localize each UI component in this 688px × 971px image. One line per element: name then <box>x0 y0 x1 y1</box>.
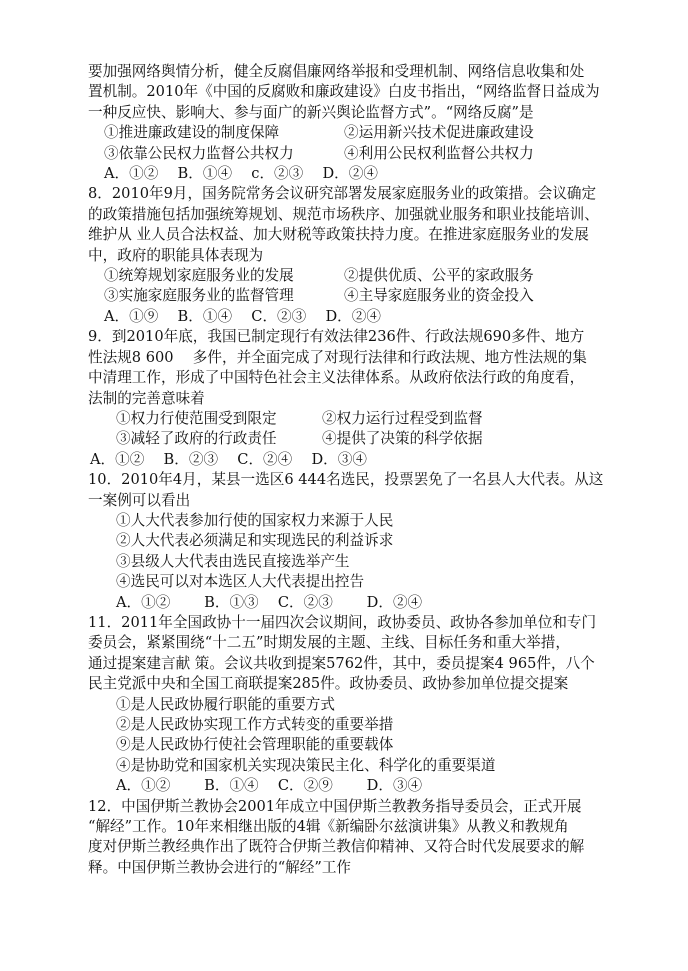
question-text-line: 法制的完善意味着 <box>88 389 205 407</box>
question-text-line: 中，政府的职能具体表现为 <box>88 246 264 264</box>
statement-item: ④利用公民权利监督公共权力 <box>344 144 534 162</box>
statement-item: ④是协助党和国家机关实现决策民主化、科学化的重要渠道 <box>116 756 496 774</box>
statement-item: ②提供优质、公平的家政服务 <box>344 267 534 285</box>
statement-item: ③实施家庭服务业的监督管理 <box>104 287 294 305</box>
statement-item: ②是人民政协实现工作方式转变的重要举措 <box>116 716 394 733</box>
statement-item: ③减轻了政府的行政责任 <box>116 430 277 448</box>
answer-options: A．①② B．②③ C．②④ D．③④ <box>90 450 367 468</box>
question-8 <box>88 184 630 327</box>
answer-options: A．①② B．①④ c．②③ D．②④ <box>104 165 378 183</box>
question-text-line: 要加强网络舆情分析，健全反腐倡廉网络举报和受理机制、网络信息收集和处 <box>88 63 585 80</box>
question-text-line: 一种反应快、影响大、参与面广的新兴舆论监督方式”。“网络反腐”是 <box>88 103 534 121</box>
statement-item: ⑨是人民政协行使社会管理职能的重要载体 <box>116 736 394 754</box>
question-text-line: 民主党派中央和全国工商联提案285件。政协委员、政协参加单位提交提案 <box>88 675 569 693</box>
question-text-line: 11．2011年全国政协十一届四次会议期间，政协委员、政协各参加单位和专门 <box>88 613 597 631</box>
question-text-line: 维护从 业人员合法权益、加大财税等政策扶持力度。在推进家庭服务业的发展 <box>88 226 589 244</box>
question-9 <box>88 327 630 470</box>
question-text-line: 10．2010年4月，某县一选区6 444名选民，投票罢免了一名县人大代表。从这 <box>88 471 604 489</box>
statement-item: ②权力运行过程受到监督 <box>322 409 483 427</box>
statement-item: ②运用新兴技术促进廉政建设 <box>344 124 534 142</box>
question-text-line: 释。中国伊斯兰教协会进行的“解经”工作 <box>88 858 352 876</box>
question-text-line: 中清理工作，形成了中国特色社会主义法律体系。从政府依法行政的角度看， <box>88 369 585 387</box>
statement-item: ③县级人大代表由选民直接选举产生 <box>116 552 350 570</box>
statement-row <box>88 123 630 143</box>
question-7-tail <box>88 62 630 184</box>
answer-options: A．①② B．①④ C．②⑨ D．③④ <box>116 777 423 795</box>
statement-item: ①推进廉政建设的制度保障 <box>104 124 280 142</box>
question-text-line: 12．中国伊斯兰教协会2001年成立中国伊斯兰教教务指导委员会，正式开展 <box>88 797 582 815</box>
statement-item: ②人大代表必须满足和实现选民的利益诉求 <box>116 532 394 550</box>
statement-row <box>88 286 630 306</box>
question-text-line: 9．到2010年底，我国已制定现行有效法律236件、行政法规690多件、地方 <box>88 328 585 346</box>
question-10 <box>88 470 630 613</box>
question-12 <box>88 797 630 879</box>
question-text-line: “解经”工作。10年来相继出版的4辑《新编卧尔兹演讲集》从教义和教规角 <box>88 818 569 836</box>
question-text-line: 的政策措施包括加强统筹规划、规范市场秩序、加强就业服务和职业技能培训、 <box>88 205 599 223</box>
question-11 <box>88 613 630 797</box>
statement-row <box>88 429 630 449</box>
statement-row <box>88 409 630 429</box>
statement-item: ③依靠公民权力监督公共权力 <box>104 144 294 162</box>
question-text-line: 通过提案建言献 策。会议共收到提案5762件，其中，委员提案4 965件，八个 <box>88 654 595 672</box>
statement-item: ①权力行使范围受到限定 <box>116 409 277 427</box>
statement-item: ①统筹规划家庭服务业的发展 <box>104 267 294 285</box>
question-text-line: 8．2010年9月，国务院常务会议研究部署发展家庭服务业的政策措。会议确定 <box>88 185 597 203</box>
statement-row <box>88 266 630 286</box>
answer-options: A．①⑨ B．①④ C．②③ D．②④ <box>104 307 381 325</box>
statement-item: ①是人民政协履行职能的重要方式 <box>116 695 335 713</box>
statement-item: ④选民可以对本选区人大代表提出控告 <box>116 573 365 591</box>
answer-options: A．①② B．①③ C．②③ D．②④ <box>116 593 423 611</box>
statement-item: ④主导家庭服务业的资金投入 <box>344 287 534 305</box>
question-text-line: 委员会，紧紧围绕“十二五”时期发展的主题、主线、目标任务和重大举措， <box>88 634 570 652</box>
question-text-line: 性法规8 600 多件，并全面完成了对现行法律和行政法规、地方性法规的集 <box>88 348 587 366</box>
question-text-line: 一案例可以看出 <box>88 491 191 509</box>
statement-item: ①人大代表参加行使的国家权力来源于人民 <box>116 511 394 529</box>
question-text-line: 置机制。2010年《中国的反腐败和廉政建设》白皮书指出，“网络监督日益成为 <box>88 83 600 101</box>
statement-row <box>88 144 630 164</box>
statement-item: ④提供了决策的科学依据 <box>322 430 483 448</box>
exam-page <box>88 62 630 878</box>
question-text-line: 度对伊斯兰教经典作出了既符合伊斯兰教信仰精神、又符合时代发展要求的解 <box>88 838 585 856</box>
